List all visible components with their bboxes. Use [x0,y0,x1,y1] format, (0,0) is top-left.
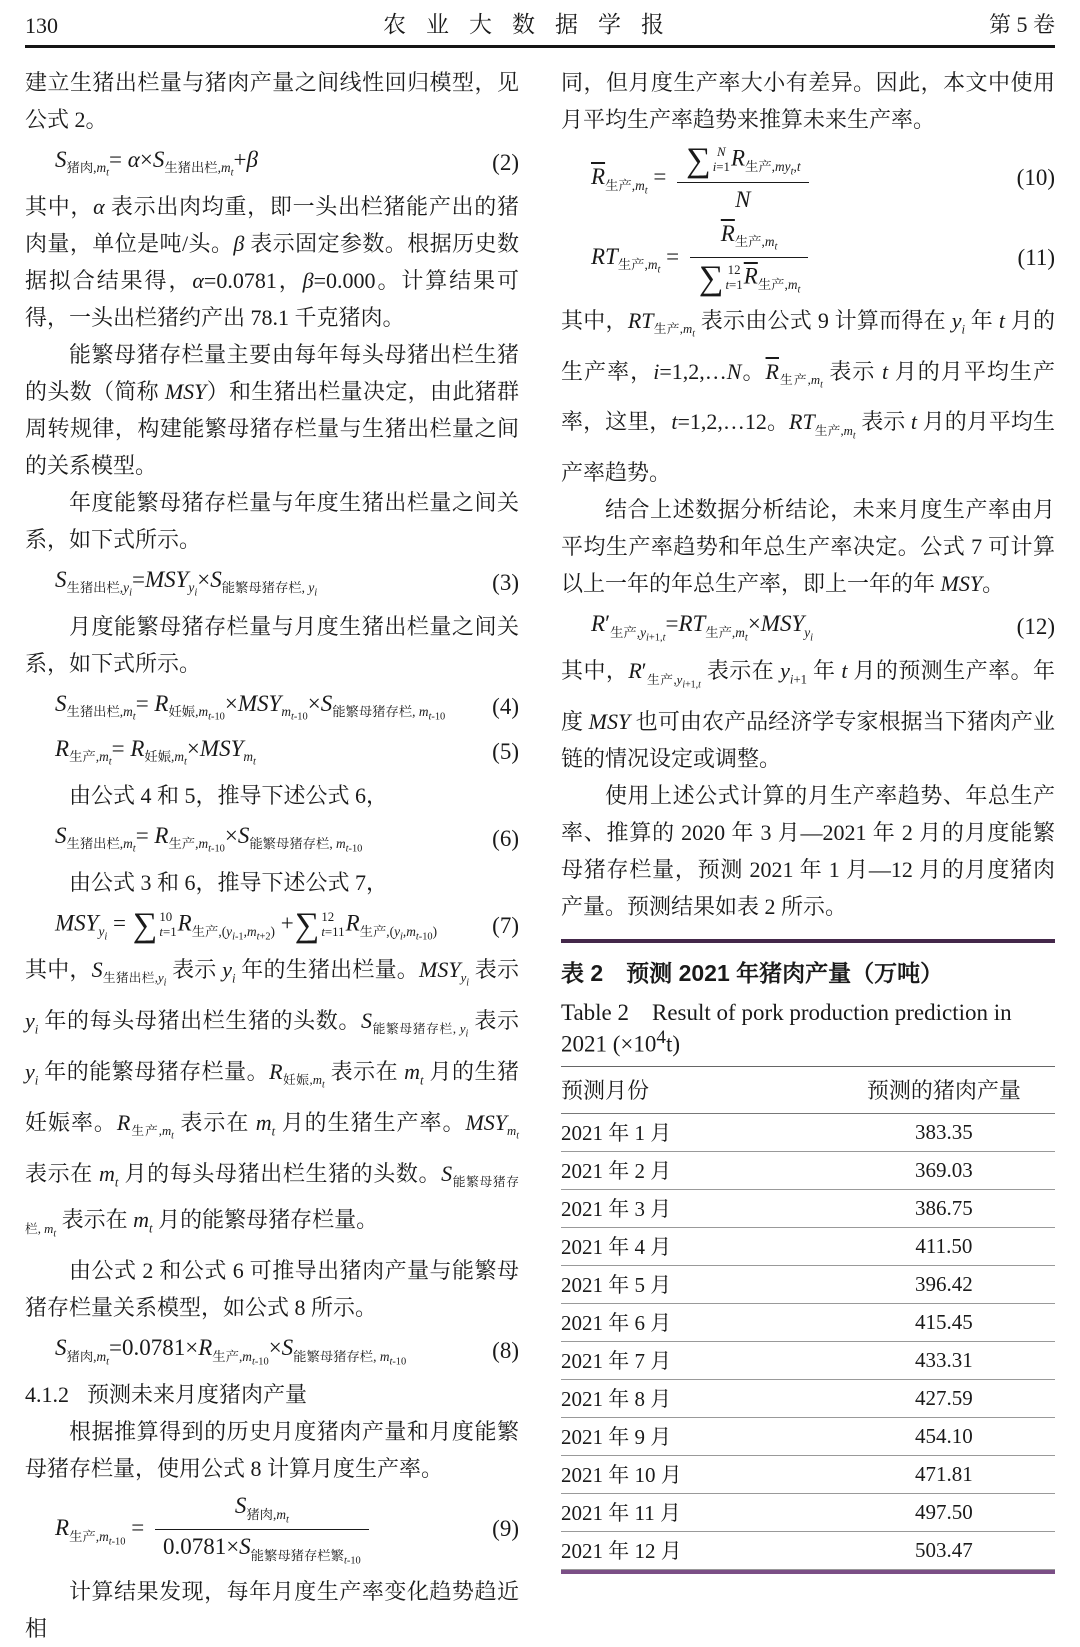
cell-production: 433.31 [914,1347,973,1372]
table-row [561,1379,1055,1417]
cell-month: 2021 年 6 月 [561,1311,672,1336]
left-column [25,64,519,1647]
two-column-body [25,64,1055,1647]
formula-number: (11) [1017,244,1055,270]
formula-number: (4) [492,693,519,719]
table-caption-en: Table 2 Result of pork production prediction in 2021 $(\times 10^4t)$ [561,1000,1012,1057]
formula-number: (6) [492,825,519,851]
cell-production: 415.45 [914,1309,973,1334]
paragraph: 同，但月度生产率大小有差异。因此，本文中使用月平均生产率趋势来推算未来生产率。 [561,70,1055,132]
formula [25,687,519,727]
cell-month: 2021 年 8 月 [561,1387,672,1412]
cell-month: 2021 年 2 月 [561,1159,672,1184]
paragraph: 由公式 3 和 6，推导下述公式 7， [69,870,389,895]
paragraph: 结合上述数据分析结论，未来月度生产率由月平均生产率趋势和年总生产率决定。公式 7 可计算以上一年的年总生产率，即上一年的年 MSY。 [561,497,1055,597]
formula [25,906,519,946]
table-header-row [561,1066,1055,1113]
formula-body: $S_{生猪出栏,m_t}= R_{生产,m_{t-10}}\times S_{能繁母猪存栏, m_{t-10}}$ [55,822,363,856]
paragraph: 年度能繁母猪存栏量与年度生猪出栏量之间关系，如下式所示。 [25,490,519,552]
table-row [561,1493,1055,1531]
formula-body: $S_{生猪出栏,y_i}=MSY_{y_i}\times S_{能繁母猪存栏, y_i}$ [55,566,318,600]
table-top-rule [561,939,1055,943]
formula-body: $R_{生产,m_t}= R_{妊娠,m_t}\times MSY_{m_t}$ [55,735,256,769]
cell-month: 2021 年 1 月 [561,1121,672,1146]
formula-number: (10) [1016,165,1055,191]
table-row [561,1303,1055,1341]
cell-production: 369.03 [914,1157,973,1182]
formula-number: (2) [492,149,519,175]
table-row [561,1455,1055,1493]
cell-month: 2021 年 3 月 [561,1197,672,1222]
cell-production: 383.35 [914,1119,973,1144]
paragraph: 其中，$R'_{生产,y_{i+1,t}}$ 表示在 $y_{i+1}$ 年 t 月的预测生产率。年度 MSY 也可由农产品经济学专家根据当下猪肉产业链的情况设定或调整。 [561,658,1055,772]
table-2 [561,939,1055,1574]
formula-body: $S_{生猪出栏,m_t}= R_{妊娠,m_{t-10}}\times MSY_{m_{t-10}}\times S_{能繁母猪存栏, m_{t-10}}$ [55,690,446,724]
paragraph: 能繁母猪存栏量主要由每年每头母猪出栏生猪的头数（简称 MSY）和生猪出栏量决定，由此猪群周转规律，构建能繁母猪存栏量与生猪出栏量之间的关系模型。 [25,342,519,478]
cell-production: 386.75 [914,1195,973,1220]
table-row [561,1113,1055,1151]
cell-production: 497.50 [914,1499,973,1524]
formula-number: (3) [492,569,519,595]
formula-number: (8) [492,1337,519,1363]
formula [25,143,519,183]
prediction-table [561,1066,1055,1570]
running-head [25,6,1055,48]
formula-body: $MSY_{y_i}$ = ∑ 10 t=1 $R_{生产,(y_{i-1},m_{t+2})}$ + ∑ 12 t=11 $R_{生产,(y_i,m_{t-10})}$ [55,906,438,945]
cell-month: 2021 年 9 月 [561,1425,672,1450]
cell-month: 2021 年 11 月 [561,1501,681,1526]
paragraph: 其中，$S_{生猪出栏,y_i}$ 表示 $y_i$ 年的生猪出栏量。$MSY_{y_i}$ 表示 $y_i$ 年的每头母猪出栏生猪的头数。$S_{能繁母猪存栏, y_i}$ 表示 $y_i$ 年的能繁母猪存栏量。$R_{妊娠,m_t}$ 表示在 $m_t$ 月的生猪妊娠率。$R_{生产,m_t}$ 表示在 $m_t$ 月的生猪生产率。$MSY_{m_t}$ 表示在 $m_t$ 月的每头母猪出栏生猪的头数。$S_{能繁母猪存栏, m_t}$ 表示在 $m_t$ 月的能繁母猪存栏量。 [25,957,519,1240]
journal-title: 农业大数据学报 [382,11,684,37]
formula-body: $R'_{生产,y_{i+1,t}}=RT_{生产,m_t}\times MSY_{y_i}$ [591,611,814,644]
section-heading: 4.1.2 预测未来月度猪肉产量 [25,1382,308,1408]
paragraph: 其中，$RT_{生产,m_t}$ 表示由公式 9 计算而得在 $y_i$ 年 t 月的生产率，i=1,2,…N。$\overline{R}_{生产,m_t}$ 表示 t 月的月平均生产率，这里，t=1,2,…12。$RT_{生产,m_t}$ 表示 t 月的月平均生产率趋势。 [561,307,1055,486]
table-row [561,1227,1055,1265]
cell-production: 411.50 [915,1233,973,1258]
formula-number: (12) [1016,614,1055,639]
formula-number: (9) [492,1516,519,1542]
formula-number: (7) [492,912,519,938]
formula-body: $S_{猪肉,m_t}= \alpha\times S_{生猪出栏,m_t}+\beta$ [55,146,258,180]
cell-production: 503.47 [914,1537,973,1562]
paragraph: 月度能繁母猪存栏量与月度生猪出栏量之间关系，如下式所示。 [25,614,519,676]
cell-month: 2021 年 5 月 [561,1273,672,1298]
paragraph: 建立生猪出栏量与猪肉产量之间线性回归模型，见公式 2。 [25,70,519,132]
formula-body: $S_{猪肉,m_t}=0.0781\times R_{生产,m_{t-10}}\times S_{能繁母猪存栏, m_{t-10}}$ [55,1334,407,1368]
table-row [561,1531,1055,1569]
formula [25,732,519,772]
right-column [561,64,1055,1647]
paragraph: 其中，α 表示出肉均重，即一头出栏猪能产出的猪肉量，单位是吨/头。β 表示固定参数。根据历史数据拟合结果得，α=0.0781，β=0.000。计算结果可得，一头出栏猪约产出 78.1 千克猪肉。 [25,194,519,330]
formula [25,819,519,859]
formula [561,607,1055,647]
formula-body: $R_{生产,m_{t-10}}$ = $\frac{S_{猪肉,m_t}}{0.0781\times S_{能繁母猪存栏繁_{t-10}}}$ [55,1492,486,1568]
page-number: 130 [25,13,58,38]
formula-body: $RT_{生产,m_t}$ = $\overline{R}_{生产,m_t}$ ∑ 12 t=1 $\overline{R}_{生产,m_t}$ [591,220,1012,297]
cell-month: 2021 年 4 月 [561,1235,672,1260]
cell-production: 471.81 [914,1461,973,1486]
formula [561,143,1055,215]
right-column-text [561,64,1055,925]
table-row [561,1265,1055,1303]
cell-production: 454.10 [914,1423,973,1448]
cell-production: 427.59 [914,1385,973,1410]
formula [561,220,1055,297]
paragraph: 由公式 2 和公式 6 可推导出猪肉产量与能繁母猪存栏量关系模型，如公式 8 所示。 [25,1258,519,1321]
table-row [561,1417,1055,1455]
table-row [561,1341,1055,1379]
volume-label: 第 5 卷 [988,12,1055,37]
table-bottom-rule [561,1570,1055,1574]
cell-month: 2021 年 10 月 [561,1463,682,1488]
table-row [561,1151,1055,1189]
formula [25,1331,519,1371]
cell-month: 2021 年 7 月 [561,1349,672,1374]
paragraph: 计算结果发现，每年月度生产率变化趋势趋近相 [25,1578,519,1641]
table-caption-zh: 表 2 预测 2021 年猪肉产量（万吨） [561,960,944,987]
col-header-production: 预测的猪肉产量 [866,1078,1021,1104]
formula-number: (5) [492,738,519,764]
table-row [561,1189,1055,1227]
paragraph: 根据推算得到的历史月度猪肉产量和月度能繁母猪存栏量，使用公式 8 计算月度生产率。 [25,1419,519,1482]
formula-body: $\overline{R}_{生产,m_t}$ = ∑ N i=1 $R_{生产,my_t,t}$ N [591,143,1011,215]
formula [25,563,519,603]
formula [25,1492,519,1568]
col-header-month: 预测月份 [561,1078,650,1104]
cell-month: 2021 年 12 月 [561,1539,682,1564]
paragraph: 使用上述公式计算的月生产率趋势、年总生产率、推算的 2020 年 3 月—2021 年 2 月的月度能繁母猪存栏量，预测 2021 年 1 月—12 月的月度猪肉产量。预测结果如表 2 所示。 [561,783,1055,920]
cell-production: 396.42 [914,1271,973,1296]
paragraph: 由公式 4 和 5，推导下述公式 6， [69,783,389,808]
